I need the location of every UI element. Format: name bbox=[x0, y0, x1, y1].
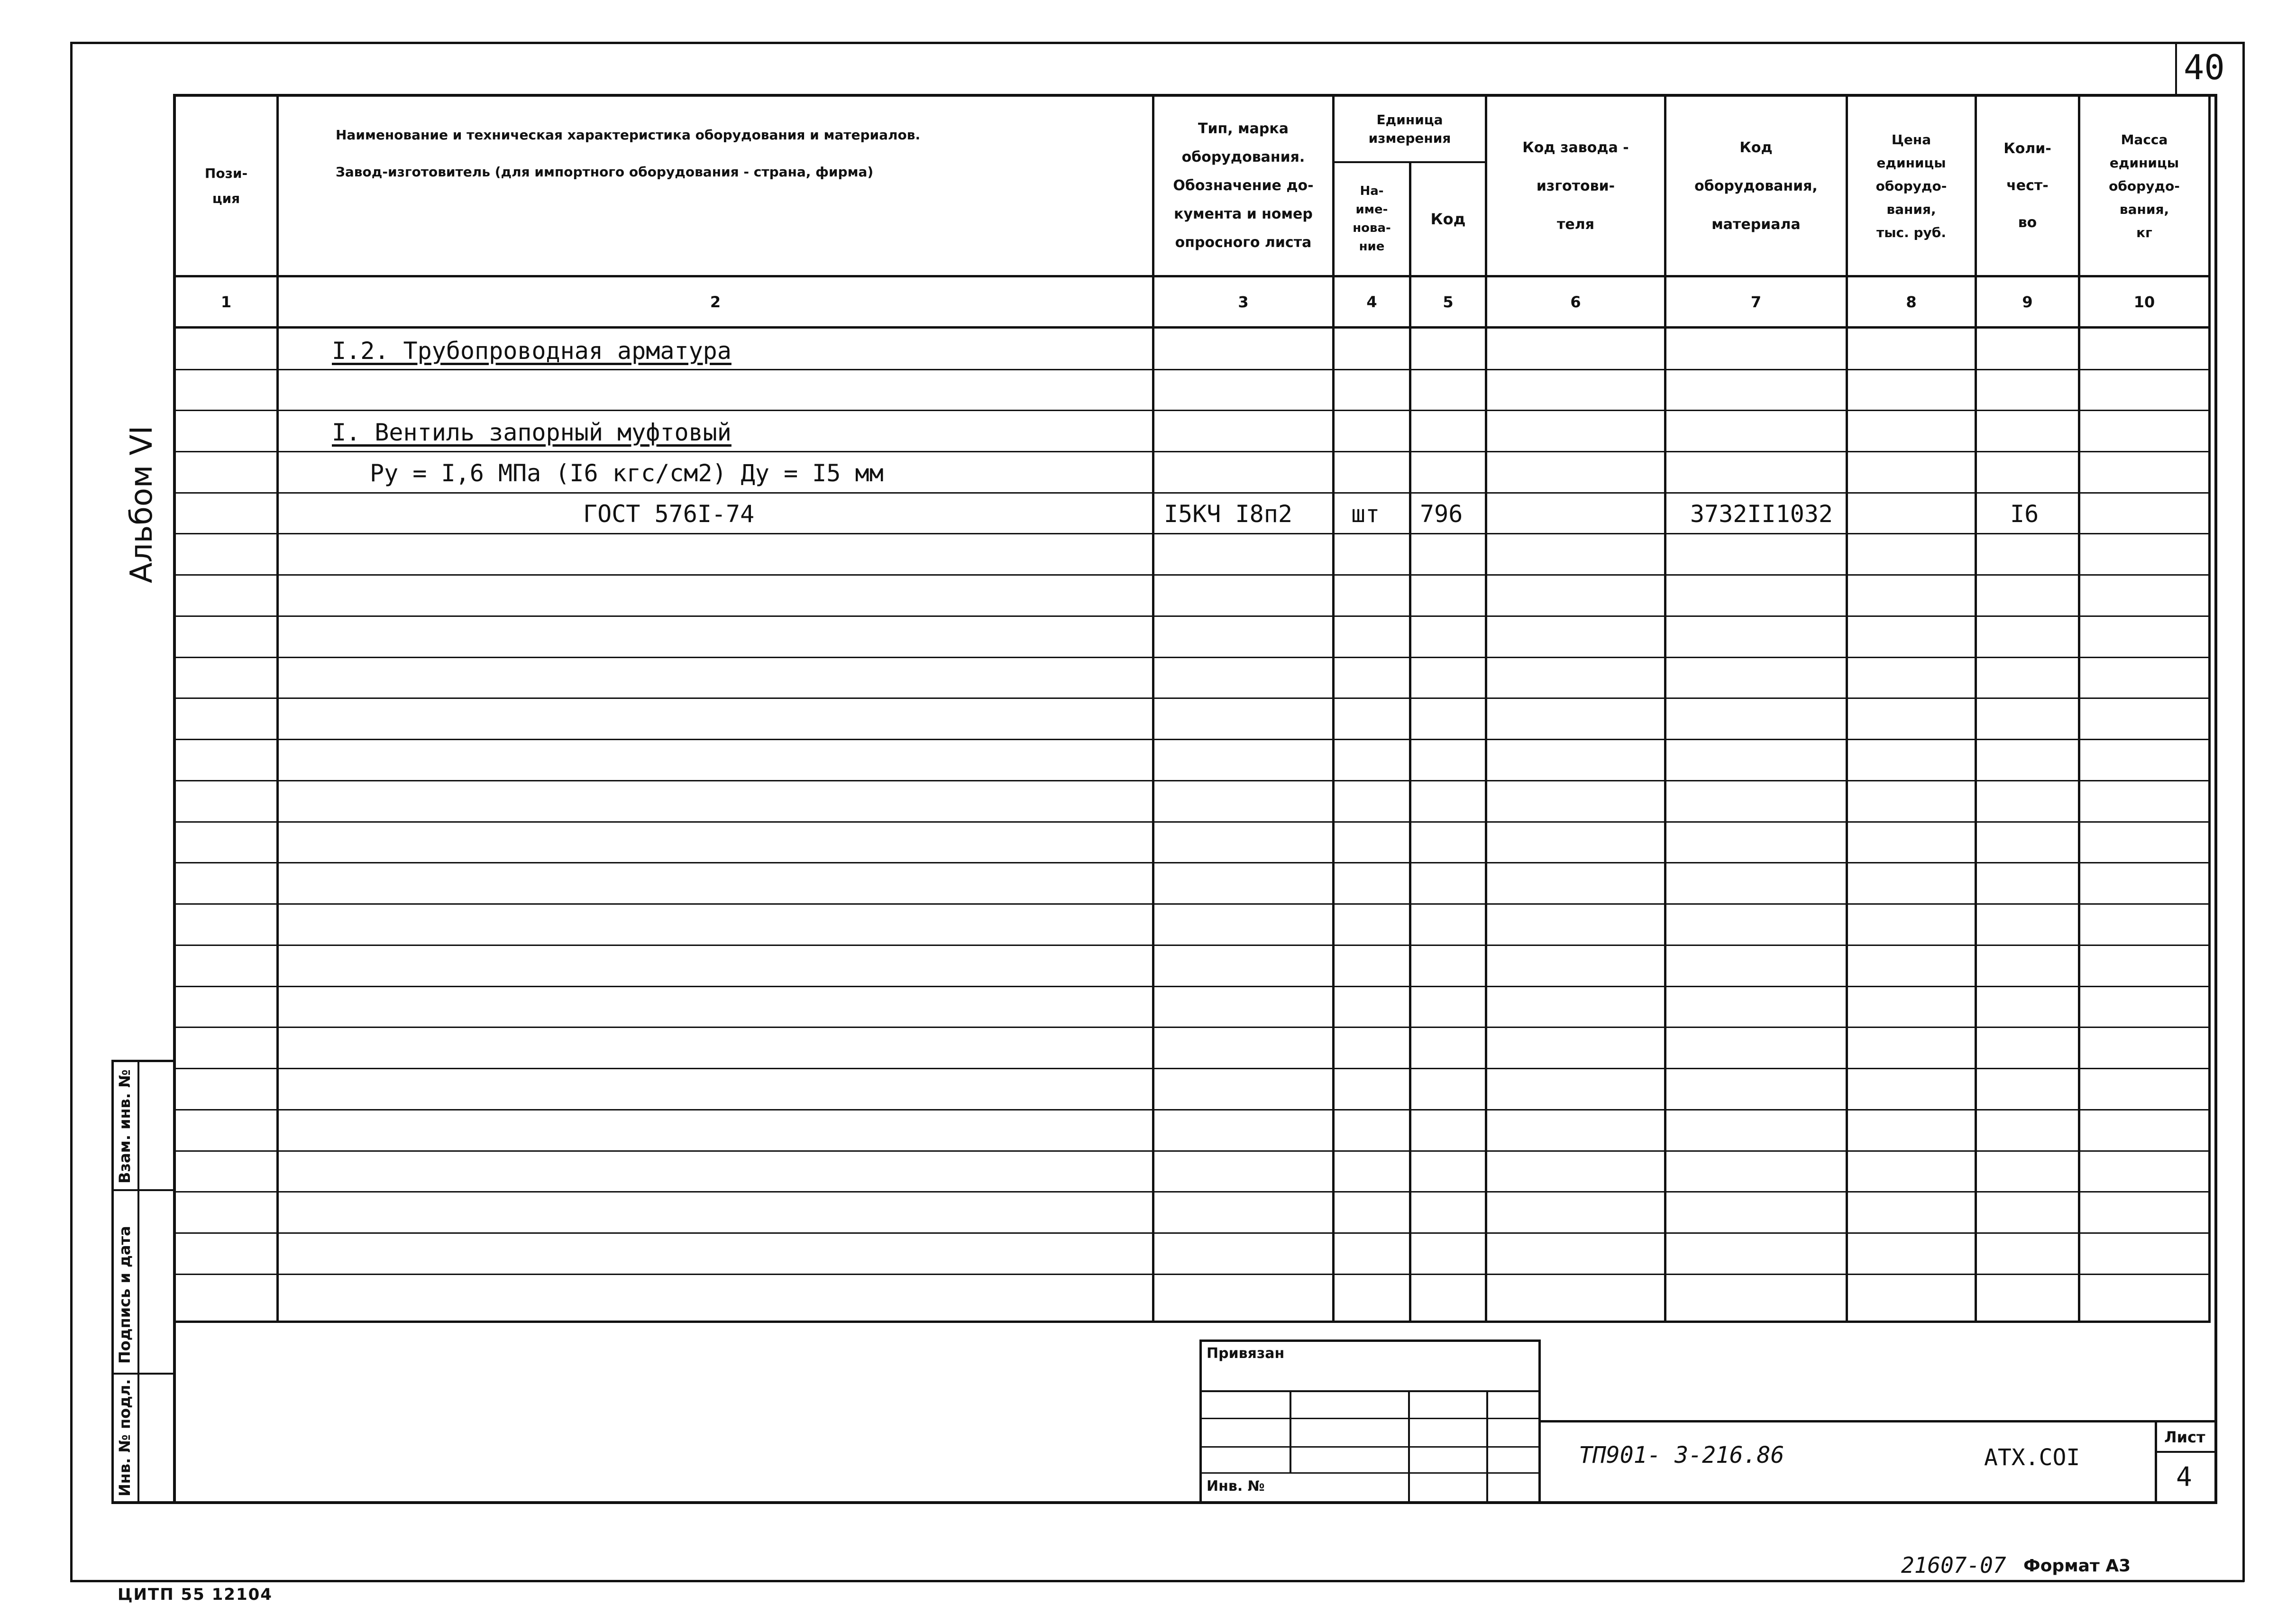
album-side-title: Альбом VI bbox=[124, 425, 159, 583]
stamp-sheet-divider bbox=[2155, 1420, 2157, 1503]
stamp-strip-divider bbox=[137, 1060, 139, 1503]
stamp-sheet-value: 4 bbox=[2176, 1462, 2192, 1493]
header-unit-mass: Масса единицы оборудо- вания, кг bbox=[2109, 131, 2180, 240]
stamp-label-signature-date: Подпись и дата bbox=[116, 1226, 134, 1364]
stamp-sheet-label: Лист bbox=[2164, 1428, 2205, 1446]
stamp-doc-code: ТП901- 3-216.86 bbox=[1579, 1442, 1784, 1468]
item-unit-code: 796 bbox=[1420, 500, 1463, 528]
document-sheet: 40 Альбом VI Инв. № подл. Подпись и дата Взам. инв. № Пози- ция Наименование и техническая характеристика оборудования и материалов. Завод-изготовитель (для импортного оборудования - страна, фирма) Тип, марка оборудования. Обозначение до- кумента и номер опросного листа Единица измерения На- име- нова- ние Код Код завода - изготови- теля Код оборудования, материала Цена единицы оборудо- вания, тыс. руб. Коли- чест- во Масса единицы оборудо- вания, кг 1 2 3 4 5 6 7 8 9 10 I.2. Трубопроводная арматура I. Вентиль запорный муфтовый Ру = I,6 МПа (I6 кгс/см2) Ду = I5 мм ГОСТ 576I-74 I5КЧ I8п2 шт 796 3732II1032 I6 Привязан Инв. № ТП901- 3-216.86 АТХ.СОI Лист 4 21607-07 Формат А3 ЦИТП 55 12104 bbox=[0, 0, 2296, 1624]
stamp-strip-sep2 bbox=[111, 1373, 175, 1375]
footer-handwritten-number: 21607-07 bbox=[1901, 1552, 2006, 1578]
header-type: Тип, марка оборудования. Обозначение до- кумента и номер опросного листа bbox=[1173, 120, 1314, 251]
item-params: Ру = I,6 МПа (I6 кгс/см2) Ду = I5 мм bbox=[370, 459, 884, 487]
outer-frame-right bbox=[2242, 42, 2245, 1582]
inner-frame-bottom bbox=[111, 1501, 2217, 1504]
stamp-label-inv-podl: Инв. № подл. bbox=[116, 1379, 134, 1496]
outer-frame-left bbox=[70, 42, 73, 1582]
header-unit-price: Цена единицы оборудо- вания, тыс. руб. bbox=[1875, 131, 1947, 240]
header-unit-group: Единица измерения bbox=[1368, 111, 1451, 146]
stamp-label-vzam-inv: Взам. инв. № bbox=[116, 1069, 134, 1184]
stamp-sheet-label-line bbox=[2155, 1451, 2216, 1453]
inner-frame-right bbox=[2214, 94, 2217, 1504]
outer-frame-bottom bbox=[70, 1580, 2244, 1582]
item-quantity: I6 bbox=[2010, 500, 2039, 528]
item-standard: ГОСТ 576I-74 bbox=[583, 500, 755, 528]
stamp-privyazan-label: Привязан bbox=[1207, 1345, 1285, 1362]
header-quantity: Коли- чест- во bbox=[2003, 140, 2051, 231]
footer-format-label: Формат А3 bbox=[2023, 1556, 2131, 1576]
stamp-strip-sep1 bbox=[111, 1189, 175, 1191]
outer-frame-top bbox=[70, 42, 2244, 44]
stamp-main-top bbox=[1538, 1420, 2216, 1422]
stamp-strip-top bbox=[111, 1060, 175, 1062]
item-type: I5КЧ I8п2 bbox=[1164, 500, 1292, 528]
corner-sheet-number: 40 bbox=[2184, 47, 2225, 87]
stamp-doc-mark: АТХ.СОI bbox=[1984, 1444, 2080, 1471]
item-unit-name: шт bbox=[1351, 500, 1380, 528]
section-title: I.2. Трубопроводная арматура bbox=[332, 337, 732, 365]
header-position: Пози- ция bbox=[204, 165, 248, 206]
header-unit-name: На- име- нова- ние bbox=[1353, 184, 1391, 254]
item-title: I. Вентиль запорный муфтовый bbox=[332, 419, 732, 446]
header-factory-code: Код завода - изготови- теля bbox=[1522, 139, 1629, 233]
stamp-inv-label: Инв. № bbox=[1207, 1478, 1265, 1495]
corner-box-left bbox=[2175, 44, 2177, 97]
header-name: Наименование и техническая характеристика оборудования и материалов. Завод-изготовитель (для импортного оборудования - страна, фирма) bbox=[336, 127, 921, 180]
stamp-strip-left bbox=[111, 1060, 114, 1503]
header-unit-code: Код bbox=[1430, 210, 1466, 228]
header-equipment-code: Код оборудования, материала bbox=[1694, 139, 1818, 233]
footer-bottom-left: ЦИТП 55 12104 bbox=[118, 1585, 273, 1604]
item-equipment-code: 3732II1032 bbox=[1690, 500, 1833, 528]
